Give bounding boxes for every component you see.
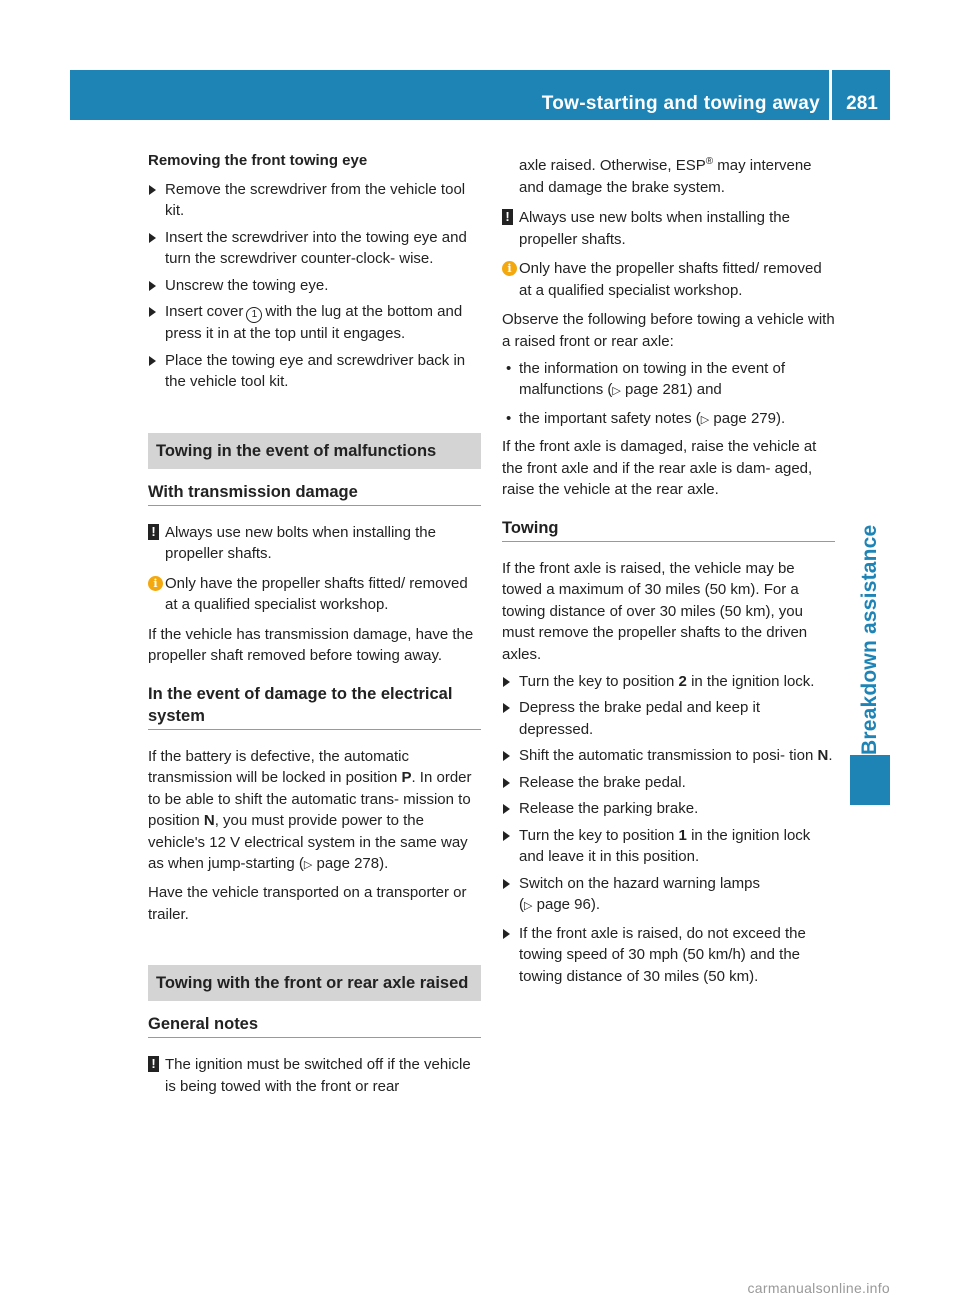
header-bar — [70, 70, 890, 120]
warning-text: The ignition must be switched off if the vehicle is being towed with the front or rear — [165, 1056, 471, 1095]
info-text: Only have the propeller shafts fitted/ removed at a qualified specialist workshop. — [519, 260, 822, 299]
text-run: the important safety notes ( — [519, 409, 701, 427]
removing-front-towing-eye-title: Removing the front towing eye — [148, 152, 368, 169]
position-p: P — [401, 769, 412, 786]
info-note — [148, 573, 481, 616]
warning-note — [148, 522, 481, 565]
text-run: in the ignition lock and leave it in this position. — [519, 826, 811, 865]
step-item — [502, 825, 835, 868]
step-item: Unscrew the towing eye. — [148, 275, 481, 297]
text-run: may intervene and damage the brake system. — [519, 157, 812, 196]
page-reference: page 278). — [316, 855, 389, 872]
electrical-damage-heading: In the event of damage to the electrical system — [148, 683, 481, 730]
info-text: Only have the propeller shafts fitted/ removed at a qualified specialist workshop. — [165, 574, 468, 613]
page-ref-arrow-icon: ▷ — [524, 900, 533, 912]
section-title-malfunctions: Towing in the event of malfunctions — [148, 433, 481, 469]
step-item: Remove the screwdriver from the vehicle tool kit. — [148, 179, 481, 222]
side-tab: Breakdown assistance — [858, 524, 881, 755]
text-run: . — [828, 747, 833, 764]
info-note — [502, 258, 835, 301]
callout-number: 1 — [246, 307, 262, 323]
text-run: in the ignition lock. — [691, 672, 815, 690]
text-run: Turn the key to position — [519, 672, 675, 690]
step-item: Switch on the hazard warning lamps (▷ page 96). — [502, 873, 835, 918]
step-item — [502, 671, 835, 693]
step-item: If the front axle is raised, do not exceed the towing speed of 30 mph (50 km/h) and the towing distance of 30 miles (50 km). — [502, 923, 835, 988]
page-ref-arrow-icon: ▷ — [700, 413, 710, 426]
key-position: 2 — [678, 672, 687, 690]
page-reference: page 96). — [536, 896, 601, 913]
step-item: Insert the screwdriver into the towing eye and turn the screwdriver counter-clock- wise. — [148, 227, 481, 270]
text-run: axle raised. Otherwise, ESP — [519, 157, 706, 174]
page-ref-arrow-icon: ▷ — [303, 859, 313, 871]
step-item: Depress the brake pedal and keep it depressed. — [502, 697, 835, 740]
continued-warning-text — [502, 155, 835, 198]
warning-text: Always use new bolts when installing the propeller shafts. — [165, 523, 436, 562]
text-run: . In order to be able to shift the automatic trans- mission to position — [148, 769, 472, 829]
text-run: Switch on the hazard warning lamps — [519, 874, 760, 892]
warning-icon: ! — [148, 1056, 159, 1072]
step-text: Insert cover — [165, 303, 244, 320]
page-reference: page 279). — [713, 409, 786, 427]
transporter-text: Have the vehicle transported on a transporter or trailer. — [148, 884, 467, 923]
position-n: N — [817, 747, 829, 764]
list-item — [502, 358, 835, 403]
text-run: , you must provide power to the vehicle's 12 V electrical system in the same way as when jump-starting — [148, 812, 468, 872]
side-tab-marker — [850, 755, 890, 805]
right-column — [502, 155, 835, 992]
footer-watermark: carmanualsonline.info — [747, 1280, 890, 1296]
header-separator — [829, 70, 832, 120]
observe-text: Observe the following before towing a vehicle with a raised front or rear axle: — [502, 311, 835, 350]
towing-heading: Towing — [502, 517, 835, 542]
warning-note — [502, 207, 835, 250]
text-run: the information on towing in the event of malfunctions ( — [519, 359, 786, 398]
warning-text: Always use new bolts when installing the propeller shafts. — [519, 209, 790, 248]
towing-text: If the front axle is raised, the vehicle may be towed a maximum of 30 miles (50 km). For a towing distance of over 30 miles (50 km), you must remove the propeller shafts to the driven axles. — [502, 559, 808, 663]
step-item — [502, 745, 835, 767]
position-n: N — [203, 812, 215, 829]
section-title-axle-raised: Towing with the front or rear axle raised — [148, 965, 481, 1001]
left-column — [148, 150, 481, 1105]
step-item: Release the parking brake. — [502, 798, 835, 820]
warning-icon: ! — [148, 524, 159, 540]
page-ref-arrow-icon: ▷ — [612, 385, 621, 397]
damaged-axle-text: If the front axle is damaged, raise the vehicle at the front axle and if the rear axle is dam- aged, raise the vehicle at the rear axle. — [502, 438, 817, 498]
transmission-damage-text: If the vehicle has transmission damage, have the propeller shaft removed before towing away. — [148, 625, 474, 664]
electrical-damage-text: If the battery is defective, the automatic transmission will be locked in position P. In order to be able to shift the automatic trans- mission to position N, you must provide power to the vehicle's 12 V electrical system in the same way as when jump-starting (▷ page 278). — [148, 747, 472, 872]
step-item: Release the brake pedal. — [502, 772, 835, 794]
text-run: Shift the automatic transmission to posi- tion — [519, 747, 814, 764]
text-run: If the battery is defective, the automatic transmission will be locked in position — [148, 747, 409, 786]
text-run: Turn the key to position — [519, 826, 675, 844]
step-item: Place the towing eye and screwdriver back in the vehicle tool kit. — [148, 350, 481, 393]
step-text: with the lug at the bottom and press it in at the top until it engages. — [165, 303, 463, 342]
info-icon: i — [148, 576, 163, 591]
list-item — [502, 408, 835, 432]
page-number: 281 — [846, 93, 878, 114]
warning-icon: ! — [502, 209, 513, 225]
warning-note — [148, 1054, 481, 1097]
transmission-damage-heading: With transmission damage — [148, 481, 481, 506]
info-icon: i — [502, 261, 517, 276]
registered-mark: ® — [705, 156, 714, 167]
page-reference: page 281) and — [625, 381, 722, 398]
page-header-title: Tow-starting and towing away — [541, 93, 820, 114]
step-item — [148, 301, 481, 345]
key-position: 1 — [678, 826, 687, 844]
general-notes-heading: General notes — [148, 1013, 481, 1038]
